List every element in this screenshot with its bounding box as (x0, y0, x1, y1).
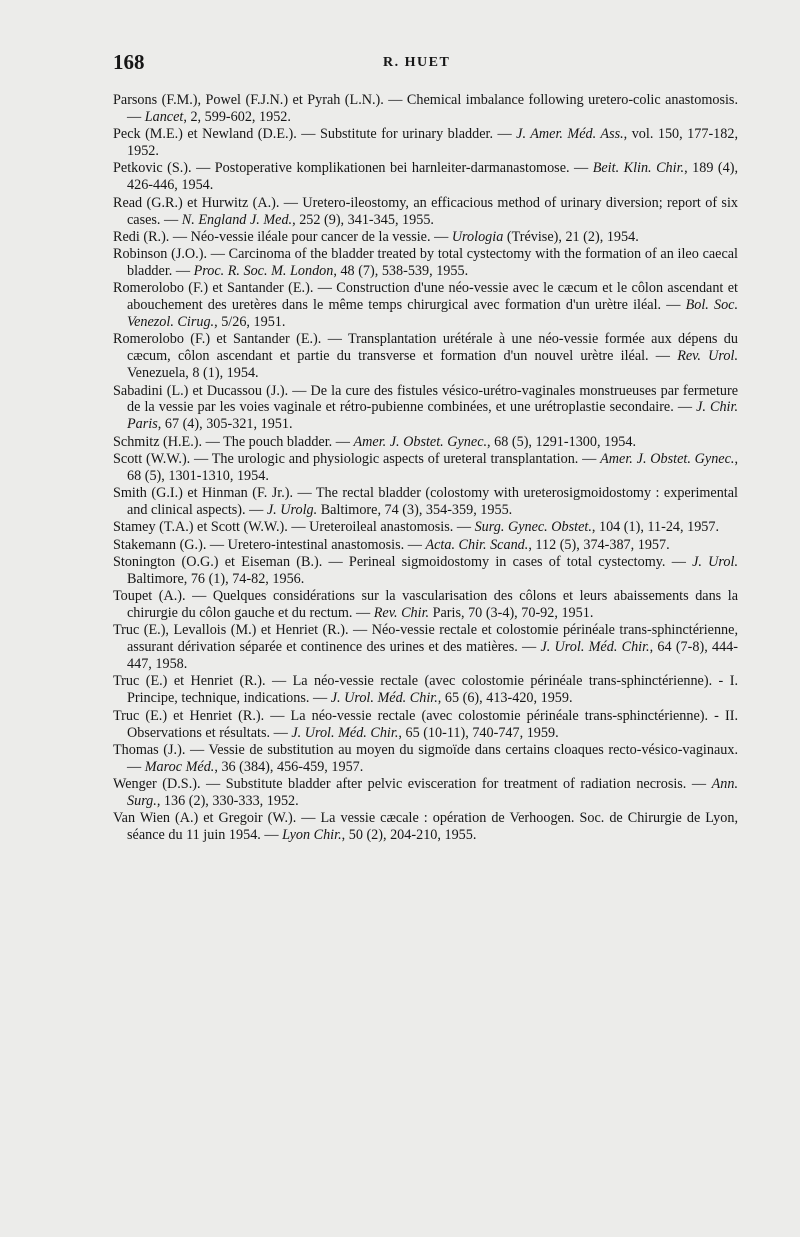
reference-text: Truc (E.), Levallois (M.) et Henriet (R.). — Néo-vessie rectale et colostomie périnéale trans-sphinctérienne, assurant dérivation séparée et continence des urines et des matières. — (113, 622, 738, 656)
journal-title: N. England J. Med. (181, 211, 293, 228)
page-header (113, 50, 733, 80)
reference-text: , 67 (4), 305-321, 1951. (157, 416, 293, 433)
journal-title: J. Urol. Méd. Chir. (540, 639, 650, 656)
reference-text: Wenger (D.S.). — Substitute bladder after pelvic evisceration for treatment of radiation necrosis. — (113, 776, 712, 793)
reference-text: , 36 (384), 456-459, 1957. (214, 758, 364, 775)
reference-text: Petkovic (S.). — Postoperative komplikationen bei harnleiter-darmanastomose. — (113, 160, 593, 177)
reference-text: Smith (G.I.) et Hinman (F. Jr.). — The rectal bladder (colostomy with ureterosigmoidostomy : experimental and clinical aspects). — (113, 485, 738, 519)
reference-entry (113, 280, 738, 331)
reference-entry (113, 485, 738, 519)
reference-text: , 189 (4), 426-446, 1954. (127, 160, 739, 194)
reference-text: Romerolobo (F.) et Santander (E.). — Construction d'une néo-vessie avec le cæcum et le côlon ascendant et abouchement des uretères dans le même temps chirurgical avec formation d'un urètre iléal. — (113, 280, 738, 314)
reference-text: , 68 (5), 1291-1300, 1954. (487, 433, 637, 450)
reference-entry (113, 519, 738, 536)
reference-entry (113, 451, 738, 485)
reference-text: Romerolobo (F.) et Santander (E.). — Transplantation urétérale à une néo-vessie formée aux dépens du cæcum, côlon ascendant et partie du transverse et formation d'un nouvel urètre iléal. — (113, 331, 738, 365)
reference-text: Thomas (J.). — Vessie de substitution au moyen du sigmoïde dans certains cloaques recto-vésico-vaginaux. — (113, 741, 738, 775)
journal-title: Rev. Chir. (373, 605, 430, 622)
journal-title: J. Urol. (692, 553, 738, 570)
journal-title: Bol. Soc. Venezol. Cirug. (127, 297, 739, 331)
reference-text: Stakemann (G.). — Uretero-intestinal anastomosis. — (113, 536, 426, 553)
reference-text: Truc (E.) et Henriet (R.). — La néo-vessie rectale (avec colostomie périnéale trans-sphinctérienne). - II. Observations et résultats. — (113, 707, 738, 741)
page-number: 168 (113, 50, 145, 74)
reference-text: Venezuela, 8 (1), 1954. (127, 365, 259, 382)
reference-text: Van Wien (A.) et Gregoir (W.). — La vessie cæcale : opération de Verhoogen. Soc. de Chirurgie de Lyon, séance du 11 juin 1954. — (113, 810, 738, 844)
reference-entry (113, 776, 738, 810)
reference-text: , 5/26, 1951. (214, 314, 286, 331)
reference-text: Paris, 70 (3-4), 70-92, 1951. (429, 605, 594, 622)
reference-entry (113, 673, 738, 707)
reference-text: Peck (M.E.) et Newland (D.E.). — Substitute for urinary bladder. — (113, 126, 517, 143)
reference-entry (113, 331, 738, 382)
reference-entry (113, 810, 738, 844)
journal-title: Acta. Chir. Scand. (425, 536, 529, 553)
journal-title: Amer. J. Obstet. Gynec. (353, 433, 488, 450)
reference-entry (113, 622, 738, 673)
reference-text: , 65 (10-11), 740-747, 1959. (398, 724, 559, 741)
reference-text: , 136 (2), 330-333, 1952. (156, 792, 299, 809)
reference-text: Schmitz (H.E.). — The pouch bladder. — (113, 433, 354, 450)
reference-text: , 104 (1), 11-24, 1957. (591, 519, 720, 536)
reference-entry (113, 195, 738, 229)
reference-text: Baltimore, 76 (1), 74-82, 1956. (127, 570, 305, 587)
journal-title: Maroc Méd. (144, 758, 215, 775)
reference-text: Parsons (F.M.), Powel (F.J.N.) et Pyrah (L.N.). — Chemical imbalance following uretero-colic anastomosis. — (113, 92, 738, 125)
journal-title: J. Urol. Méd. Chir. (291, 724, 399, 741)
reference-entry (113, 554, 738, 588)
journal-title: Rev. Urol. (677, 348, 739, 365)
reference-text: , 252 (9), 341-345, 1955. (292, 211, 434, 228)
reference-text: , 2, 599-602, 1952. (183, 108, 291, 125)
journal-title: Lancet (144, 108, 184, 125)
reference-text: Scott (W.W.). — The urologic and physiologic aspects of ureteral transplantation. — (113, 450, 601, 467)
journal-title: J. Urol. Méd. Chir. (330, 690, 438, 707)
journal-title: Ann. Surg. (127, 776, 738, 809)
reference-entry (113, 588, 738, 622)
reference-entry (113, 537, 738, 554)
reference-text: , 112 (5), 374-387, 1957. (528, 536, 670, 553)
reference-entry (113, 229, 738, 246)
reference-text: , 50 (2), 204-210, 1955. (341, 827, 477, 844)
journal-title: J. Urolg. (266, 502, 318, 519)
reference-text: Sabadini (L.) et Ducassou (J.). — De la cure des fistules vésico-urétro-vaginales monstrueuses par fermeture de la vessie par les voies vaginale et rétro-pubienne combinées, et une urétroplastie secondaire. — (113, 382, 738, 416)
reference-entry (113, 742, 738, 776)
reference-list (113, 92, 738, 844)
reference-text: Read (G.R.) et Hurwitz (A.). — Uretero-ileostomy, an efficacious method of urinary diversion; report of six cases. — (113, 194, 738, 228)
reference-text: , 68 (5), 1301-1310, 1954. (127, 450, 738, 484)
reference-entry (113, 246, 738, 280)
running-head: R. HUET (383, 55, 451, 70)
journal-title: J. Chir. Paris (127, 399, 738, 433)
journal-title: Urologia (451, 228, 504, 245)
journal-title: Proc. R. Soc. M. London (193, 263, 334, 280)
reference-text: Stamey (T.A.) et Scott (W.W.). — Ureteroileal anastomosis. — (113, 519, 475, 536)
reference-text: (Trévise), 21 (2), 1954. (503, 228, 639, 245)
reference-text: Truc (E.) et Henriet (R.). — La néo-vessie rectale (avec colostomie périnéale trans-sphinctérienne). - I. Principe, technique, indications. — (113, 673, 738, 707)
reference-text: , vol. 150, 177-182, 1952. (127, 126, 739, 160)
reference-text: Stonington (O.G.) et Eiseman (B.). — Perineal sigmoidostomy in cases of total cystectomy. — (113, 553, 693, 570)
reference-entry (113, 383, 738, 434)
journal-title: Lyon Chir. (282, 827, 342, 844)
journal-title: Amer. J. Obstet. Gynec. (600, 450, 735, 467)
reference-entry (113, 92, 738, 126)
reference-text: , 64 (7-8), 444-447, 1958. (127, 639, 738, 673)
reference-text: , 48 (7), 538-539, 1955. (333, 263, 469, 280)
journal-title: Surg. Gynec. Obstet. (474, 519, 592, 536)
reference-entry (113, 708, 738, 742)
journal-title: J. Amer. Méd. Ass. (516, 126, 624, 143)
reference-entry (113, 160, 738, 194)
reference-entry (113, 126, 738, 160)
reference-text: Baltimore, 74 (3), 354-359, 1955. (317, 502, 513, 519)
reference-text: , 65 (6), 413-420, 1959. (437, 690, 573, 707)
journal-title: Beit. Klin. Chir. (592, 160, 685, 177)
reference-text: Redi (R.). — Néo-vessie iléale pour cancer de la vessie. — (113, 228, 452, 245)
reference-text: Toupet (A.). — Quelques considérations sur la vascularisation des côlons et leurs abaissements dans la chirurgie du côlon gauche et du rectum. — (113, 588, 738, 622)
reference-text: Robinson (J.O.). — Carcinoma of the bladder treated by total cystectomy with the formation of an ileo caecal bladder. — (113, 246, 738, 280)
reference-entry (113, 434, 738, 451)
